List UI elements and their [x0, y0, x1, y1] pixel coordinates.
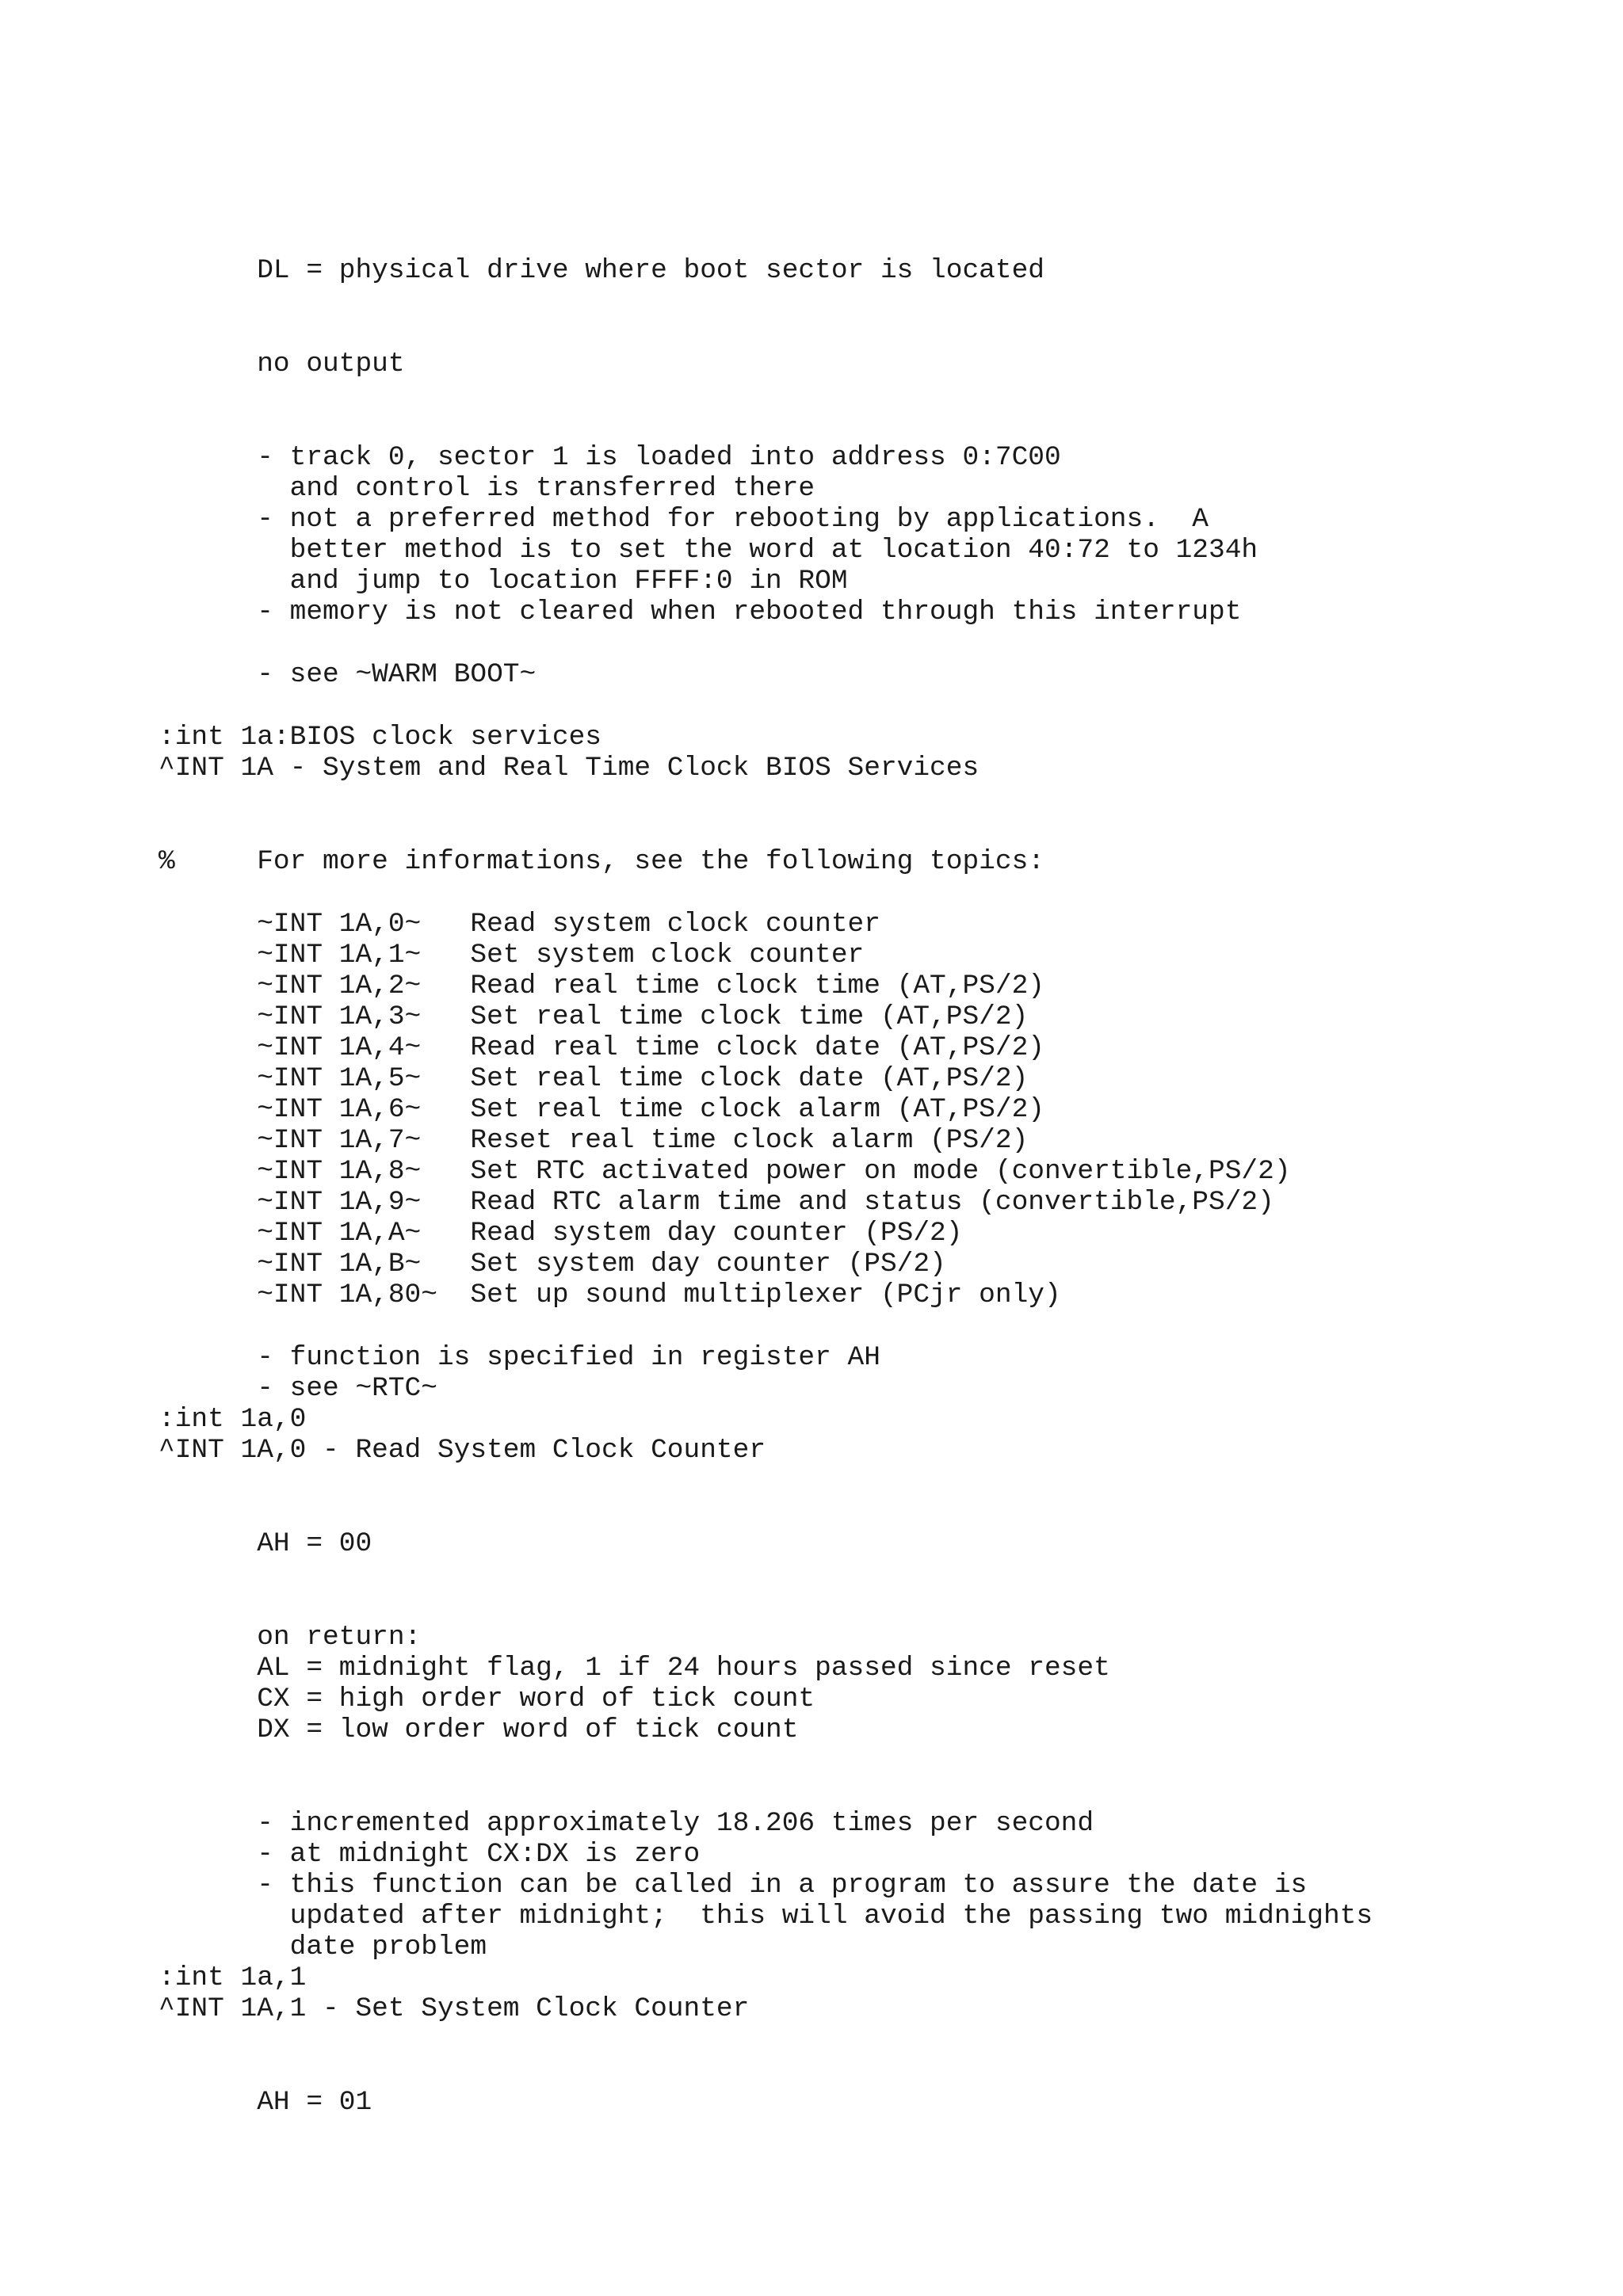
topic-link-line: ~INT 1A,8~ Set RTC activated power on mode (convertible,PS/2) — [158, 1156, 1291, 1187]
topic-link-line: ~INT 1A,5~ Set real time clock date (AT,PS/2) — [158, 1063, 1029, 1094]
text-line: better method is to set the word at location 40:72 to 1234h — [158, 535, 1258, 566]
text-line: AH = 01 — [158, 2087, 372, 2118]
section-heading: ^INT 1A,0 - Read System Clock Counter — [158, 1435, 766, 1466]
text-line: and jump to location FFFF:0 in ROM — [158, 566, 848, 597]
text-line: - track 0, sector 1 is loaded into address 0:7C00 — [158, 442, 1061, 473]
topic-link-line: ~INT 1A,9~ Read RTC alarm time and status (convertible,PS/2) — [158, 1187, 1274, 1218]
topic-link-line: ~INT 1A,B~ Set system day counter (PS/2) — [158, 1249, 946, 1280]
topic-link-line: ~INT 1A,7~ Reset real time clock alarm (PS/2) — [158, 1125, 1029, 1156]
topic-link-line: ~INT 1A,80~ Set up sound multiplexer (PCjr only) — [158, 1280, 1061, 1310]
text-line: DX = low order word of tick count — [158, 1714, 799, 1745]
text-line: - this function can be called in a program to assure the date is — [158, 1870, 1308, 1901]
text-line: - not a preferred method for rebooting by applications. A — [158, 504, 1209, 535]
text-line: DL = physical drive where boot sector is located — [158, 255, 1044, 286]
text-line: % For more informations, see the following topics: — [158, 846, 1044, 877]
section-heading: ^INT 1A,1 - Set System Clock Counter — [158, 1993, 750, 2024]
text-line: updated after midnight; this will avoid the passing two midnights — [158, 1901, 1373, 1932]
text-line: - at midnight CX:DX is zero — [158, 1839, 701, 1870]
text-line: - function is specified in register AH — [158, 1342, 880, 1373]
topic-link-line: ~INT 1A,0~ Read system clock counter — [158, 909, 880, 940]
topic-link-line: ~INT 1A,6~ Set real time clock alarm (AT,PS/2) — [158, 1094, 1044, 1125]
text-line: - incremented approximately 18.206 times per second — [158, 1808, 1094, 1839]
topic-link-line: ~INT 1A,A~ Read system day counter (PS/2) — [158, 1218, 963, 1249]
text-line: AH = 00 — [158, 1528, 372, 1559]
text-line: and control is transferred there — [158, 473, 815, 504]
text-line: - see ~WARM BOOT~ — [158, 659, 537, 690]
topic-link-line: ~INT 1A,4~ Read real time clock date (AT,PS/2) — [158, 1032, 1044, 1063]
text-line: - see ~RTC~ — [158, 1373, 437, 1404]
topic-tag: :int 1a:BIOS clock services — [158, 722, 601, 753]
topic-link-line: ~INT 1A,2~ Read real time clock time (AT,PS/2) — [158, 971, 1044, 1001]
text-line: on return: — [158, 1622, 422, 1653]
topic-tag: :int 1a,1 — [158, 1962, 307, 1993]
text-line: date problem — [158, 1932, 487, 1962]
text-line: - memory is not cleared when rebooted through this interrupt — [158, 597, 1242, 627]
text-line: CX = high order word of tick count — [158, 1684, 815, 1714]
topic-tag: :int 1a,0 — [158, 1404, 307, 1435]
section-heading: ^INT 1A - System and Real Time Clock BIOS Services — [158, 753, 980, 784]
topic-link-line: ~INT 1A,3~ Set real time clock time (AT,PS/2) — [158, 1001, 1029, 1032]
text-line: no output — [158, 349, 405, 379]
topic-link-line: ~INT 1A,1~ Set system clock counter — [158, 940, 865, 971]
text-line: AL = midnight flag, 1 if 24 hours passed since reset — [158, 1653, 1110, 1684]
